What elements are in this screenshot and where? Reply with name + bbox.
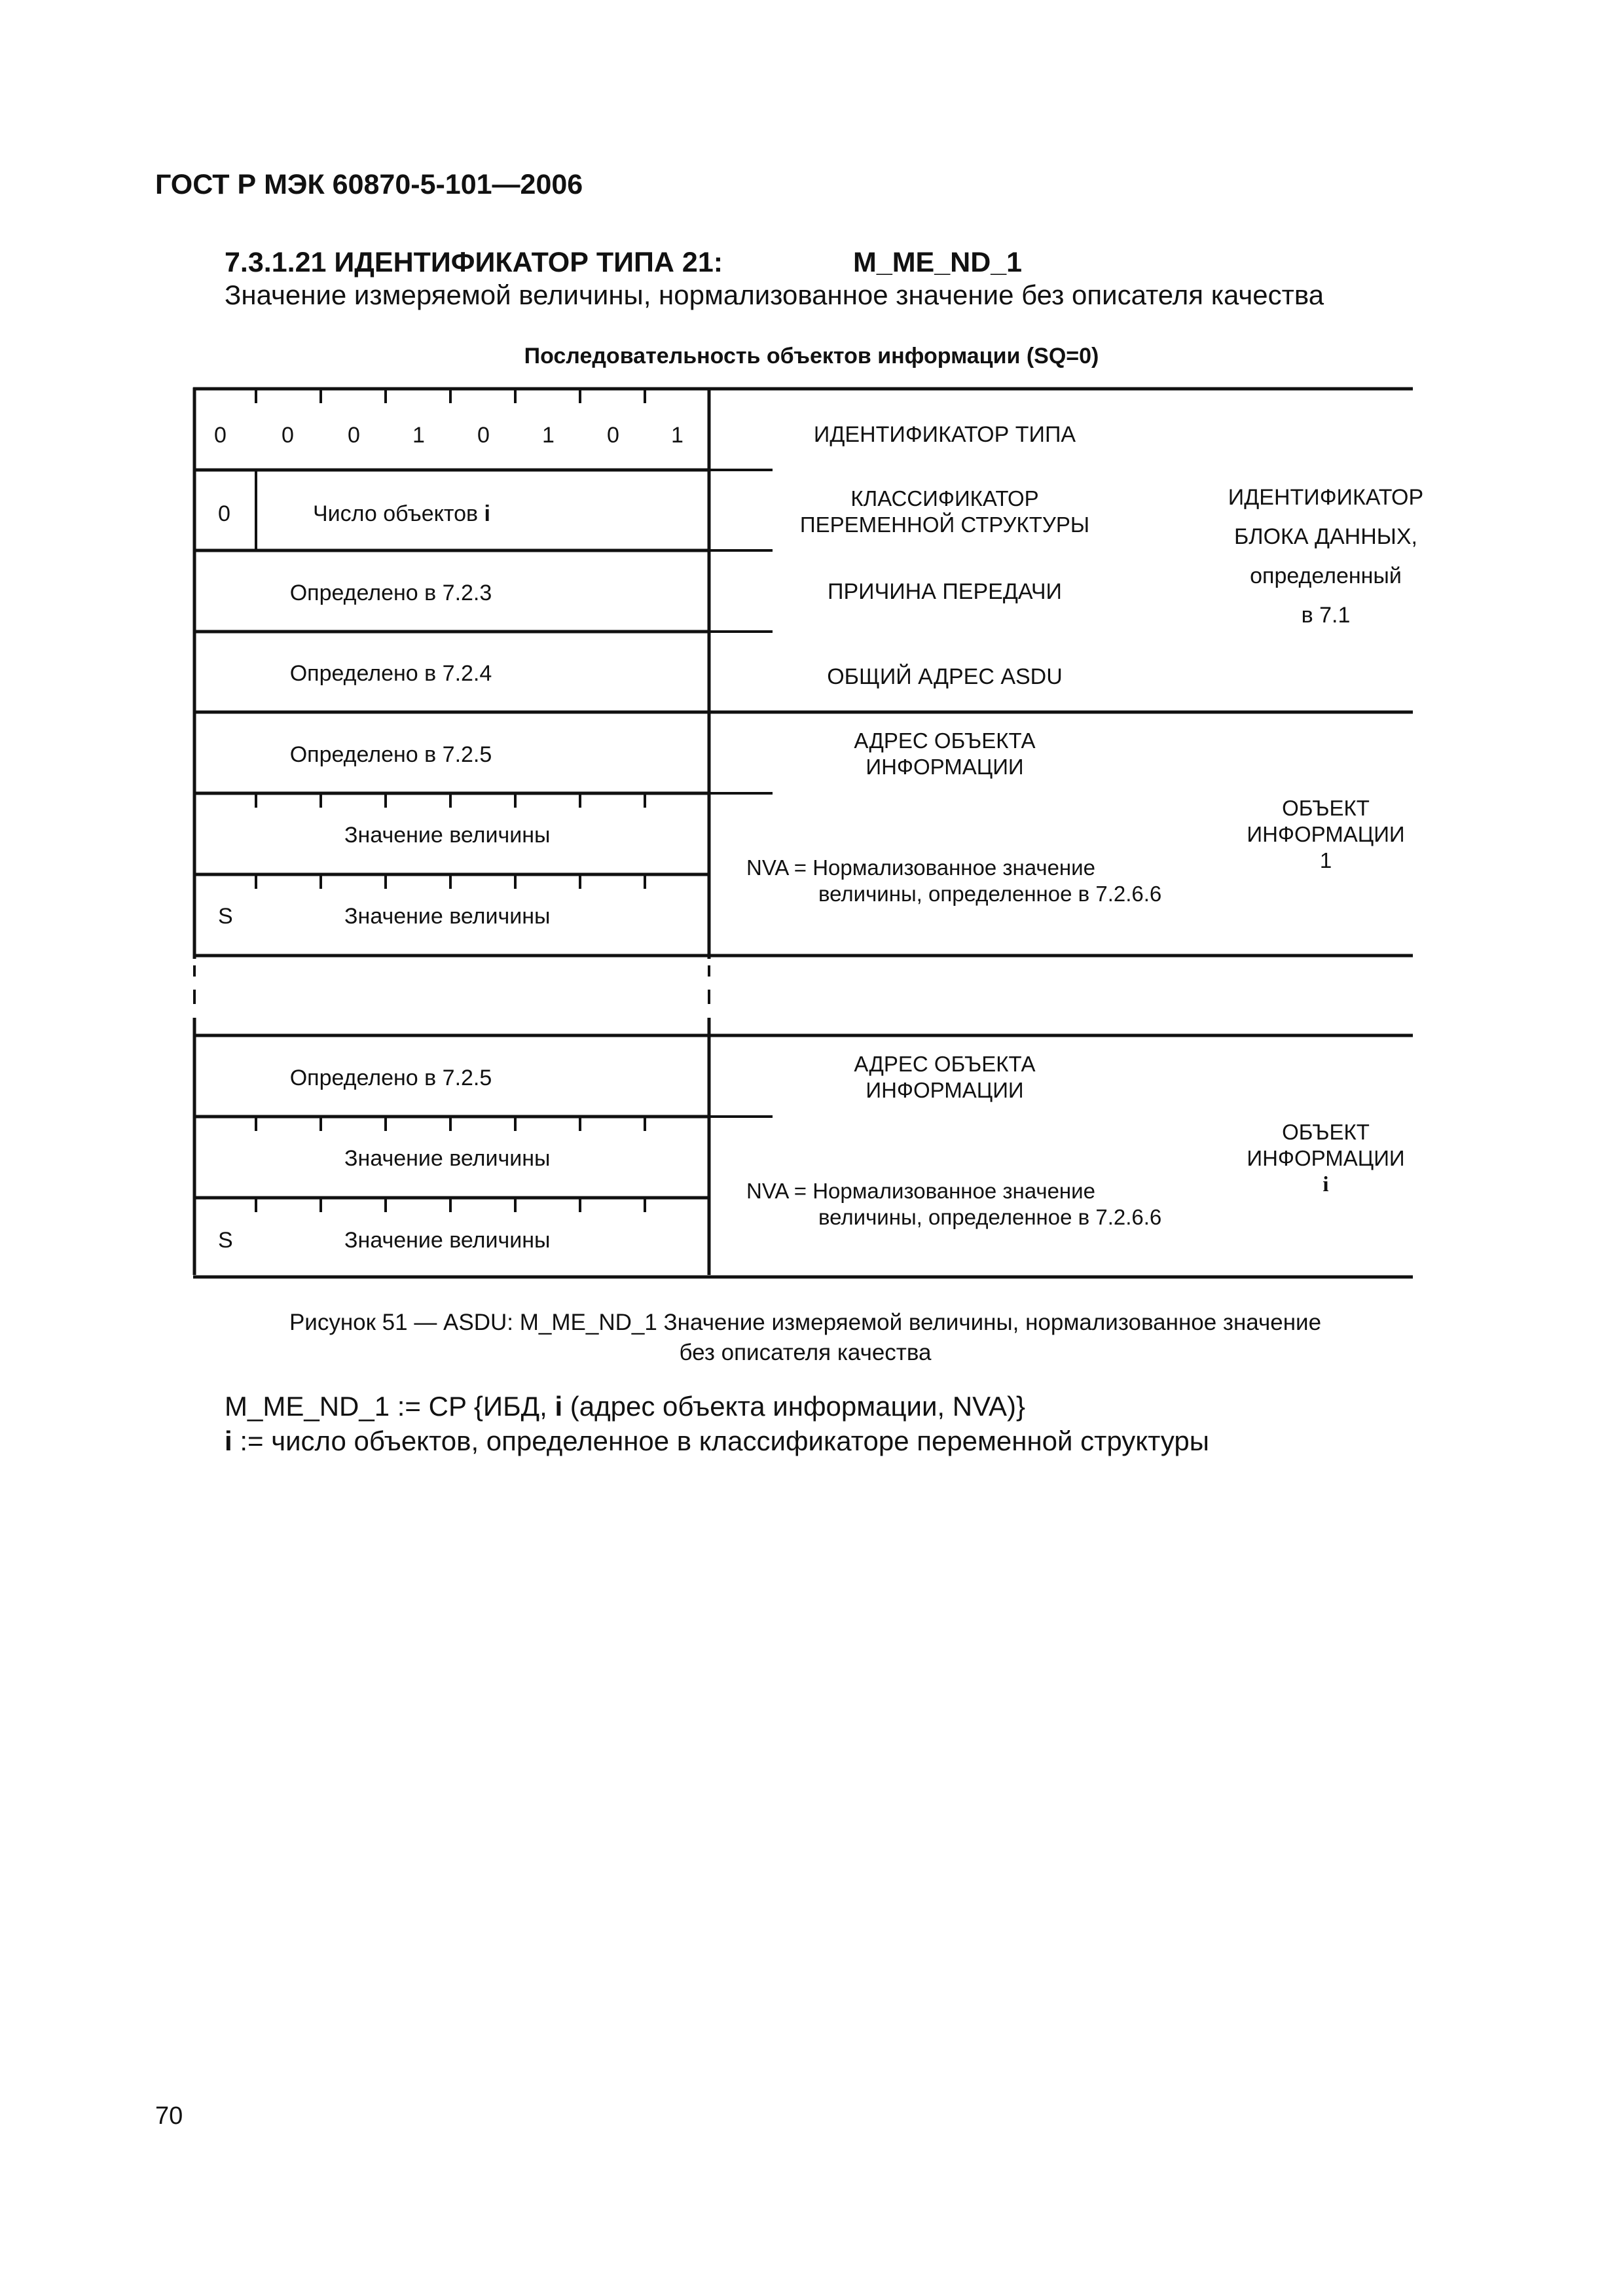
clause-description: Значение измеряемой величины, нормализованное значение без описателя качества [225,279,1324,310]
ioa-label-obj1 [709,728,1180,780]
obj-index: i [1322,1173,1329,1196]
dui-line-1: ИДЕНТИФИКАТОР [1228,485,1424,510]
common-address-label: ОБЩИЙ АДРЕС ASDU [827,664,1063,689]
ioa-line-1: АДРЕС ОБЪЕКТА [854,1052,1036,1076]
value-high-obji: Значение величины [344,1146,551,1171]
object-count-label: Число объектов [313,501,479,526]
standard-header: ГОСТ Р МЭК 60870-5-101—2006 [155,169,583,200]
nva-line-2: величины, определенное в 7.2.6.6 [818,882,1162,906]
clause-title: 7.3.1.21 ИДЕНТИФИКАТОР ТИПА 21: [225,247,723,278]
nva-line-2: величины, определенное в 7.2.6.6 [818,1205,1162,1229]
value-high-obj1: Значение величины [344,823,551,848]
object-count-var: i [484,501,490,526]
ioa-line-1: АДРЕС ОБЪЕКТА [854,728,1036,753]
caption-line-2: без описателя качества [679,1340,932,1365]
obj-index: 1 [1319,848,1332,872]
vsq-label [709,486,1180,538]
nva-line-1: NVA = Нормализованное значение [746,855,1095,880]
type-identifier: M_ME_ND_1 [853,247,1023,278]
obj-line-2: ИНФОРМАЦИИ [1247,822,1405,846]
type-bit-5: 1 [412,423,425,448]
formula-var: i [555,1391,563,1422]
nva-label-obji [746,1178,1161,1230]
value-low-obji: Значение величины [344,1228,551,1253]
nva-label-obj1 [746,855,1161,907]
sequence-title: Последовательность объектов информации (SQ=0) [524,344,1099,368]
type-bit-7: 0 [282,423,294,448]
vsq-line-1: КЛАССИФИКАТОР [850,486,1039,511]
formula-pre: M_ME_ND_1 := CP {ИБД, [225,1391,555,1422]
ioa-line-2: ИНФОРМАЦИИ [866,1078,1024,1102]
def-725-obj1: Определено в 7.2.5 [289,742,492,767]
type-bit-3: 1 [542,423,555,448]
type-bit-8: 0 [214,423,227,448]
type-bit-6: 0 [348,423,360,448]
def-724: Определено в 7.2.4 [289,661,492,686]
formula-var: i [225,1426,232,1456]
ioa-label-obji [709,1051,1180,1103]
formula-def: := число объектов, определенное в классификаторе переменной структуры [232,1426,1209,1456]
type-bit-4: 0 [477,423,490,448]
formula-post: (адрес объекта информации, NVA)} [562,1391,1026,1422]
obj-line-1: ОБЪЕКТ [1282,1120,1370,1144]
type-bit-2: 0 [607,423,619,448]
nva-line-1: NVA = Нормализованное значение [746,1179,1095,1203]
value-low-obj1: Значение величины [344,904,551,929]
type-ident-label: ИДЕНТИФИКАТОР ТИПА [813,422,1076,447]
cot-label: ПРИЧИНА ПЕРЕДАЧИ [828,579,1062,604]
obj-line-1: ОБЪЕКТ [1282,796,1370,820]
def-725-obji: Определено в 7.2.5 [289,1066,492,1090]
info-object-1-label [1201,795,1450,874]
sign-obj1: S [218,904,233,929]
dui-line-4: в 7.1 [1301,603,1351,628]
vsq-line-2: ПЕРЕМЕННОЙ СТРУКТУРЫ [799,512,1090,537]
caption-line-1: Рисунок 51 — ASDU: M_ME_ND_1 Значение измеряемой величины, нормализованное значение [289,1310,1322,1335]
dui-line-2: БЛОКА ДАННЫХ, [1233,524,1418,549]
dui-line-3: определенный [1250,564,1402,588]
formula-line-1 [225,1391,1025,1422]
info-object-i-label [1201,1119,1450,1198]
obj-line-2: ИНФОРМАЦИИ [1247,1146,1405,1170]
sign-obji: S [218,1228,233,1253]
formula-line-2 [225,1426,1209,1457]
object-count-cell [313,501,490,527]
page-number: 70 [155,2102,183,2130]
data-unit-identifier [1178,478,1473,635]
ioa-line-2: ИНФОРМАЦИИ [866,755,1024,779]
sq-bit: 0 [218,501,230,526]
type-bit-1: 1 [671,423,684,448]
def-723: Определено в 7.2.3 [289,581,492,605]
figure-caption [196,1308,1414,1368]
